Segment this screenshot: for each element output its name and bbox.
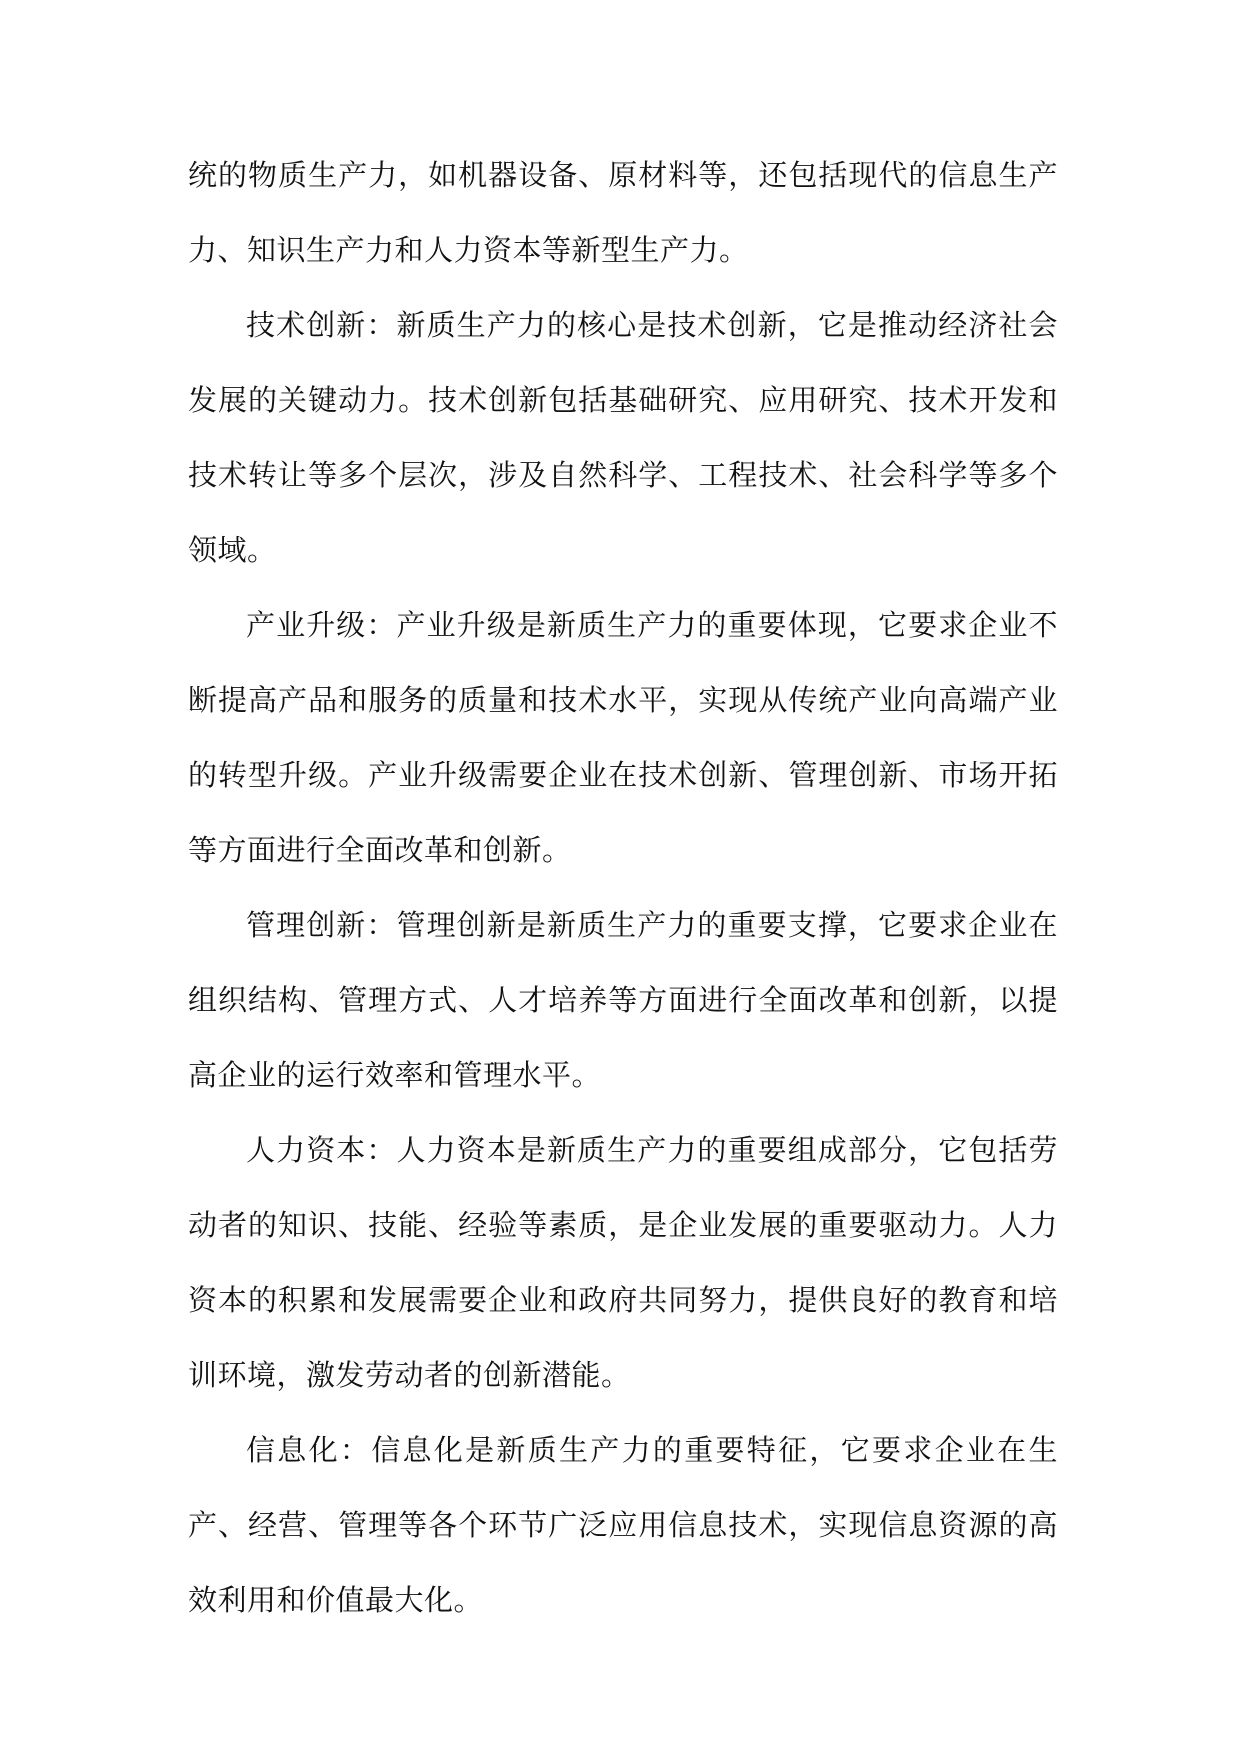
paragraph-continuation: 统的物质生产力，如机器设备、原材料等，还包括现代的信息生产力、知识生产力和人力资本等新型生产力。 (188, 158, 1058, 267)
paragraph-informatization: 信息化：信息化是新质生产力的重要特征，它要求企业在生产、经营、管理等各个环节广泛应用信息技术，实现信息资源的高效利用和价值最大化。 (188, 1433, 1058, 1617)
paragraph-management-innovation: 管理创新：管理创新是新质生产力的重要支撑，它要求企业在组织结构、管理方式、人才培养等方面进行全面改革和创新，以提高企业的运行效率和管理水平。 (188, 908, 1058, 1092)
paragraph-technology-innovation: 技术创新：新质生产力的核心是技术创新，它是推动经济社会发展的关键动力。技术创新包括基础研究、应用研究、技术开发和技术转让等多个层次，涉及自然科学、工程技术、社会科学等多个领域。 (188, 308, 1058, 567)
paragraph-human-capital: 人力资本：人力资本是新质生产力的重要组成部分，它包括劳动者的知识、技能、经验等素质，是企业发展的重要驱动力。人力资本的积累和发展需要企业和政府共同努力，提供良好的教育和培训环境，激发劳动者的创新潜能。 (188, 1133, 1058, 1392)
paragraph-industrial-upgrade: 产业升级：产业升级是新质生产力的重要体现，它要求企业不断提高产品和服务的质量和技术水平，实现从传统产业向高端产业的转型升级。产业升级需要企业在技术创新、管理创新、市场开拓等方面进行全面改革和创新。 (188, 608, 1058, 867)
body-text (188, 138, 1058, 1638)
